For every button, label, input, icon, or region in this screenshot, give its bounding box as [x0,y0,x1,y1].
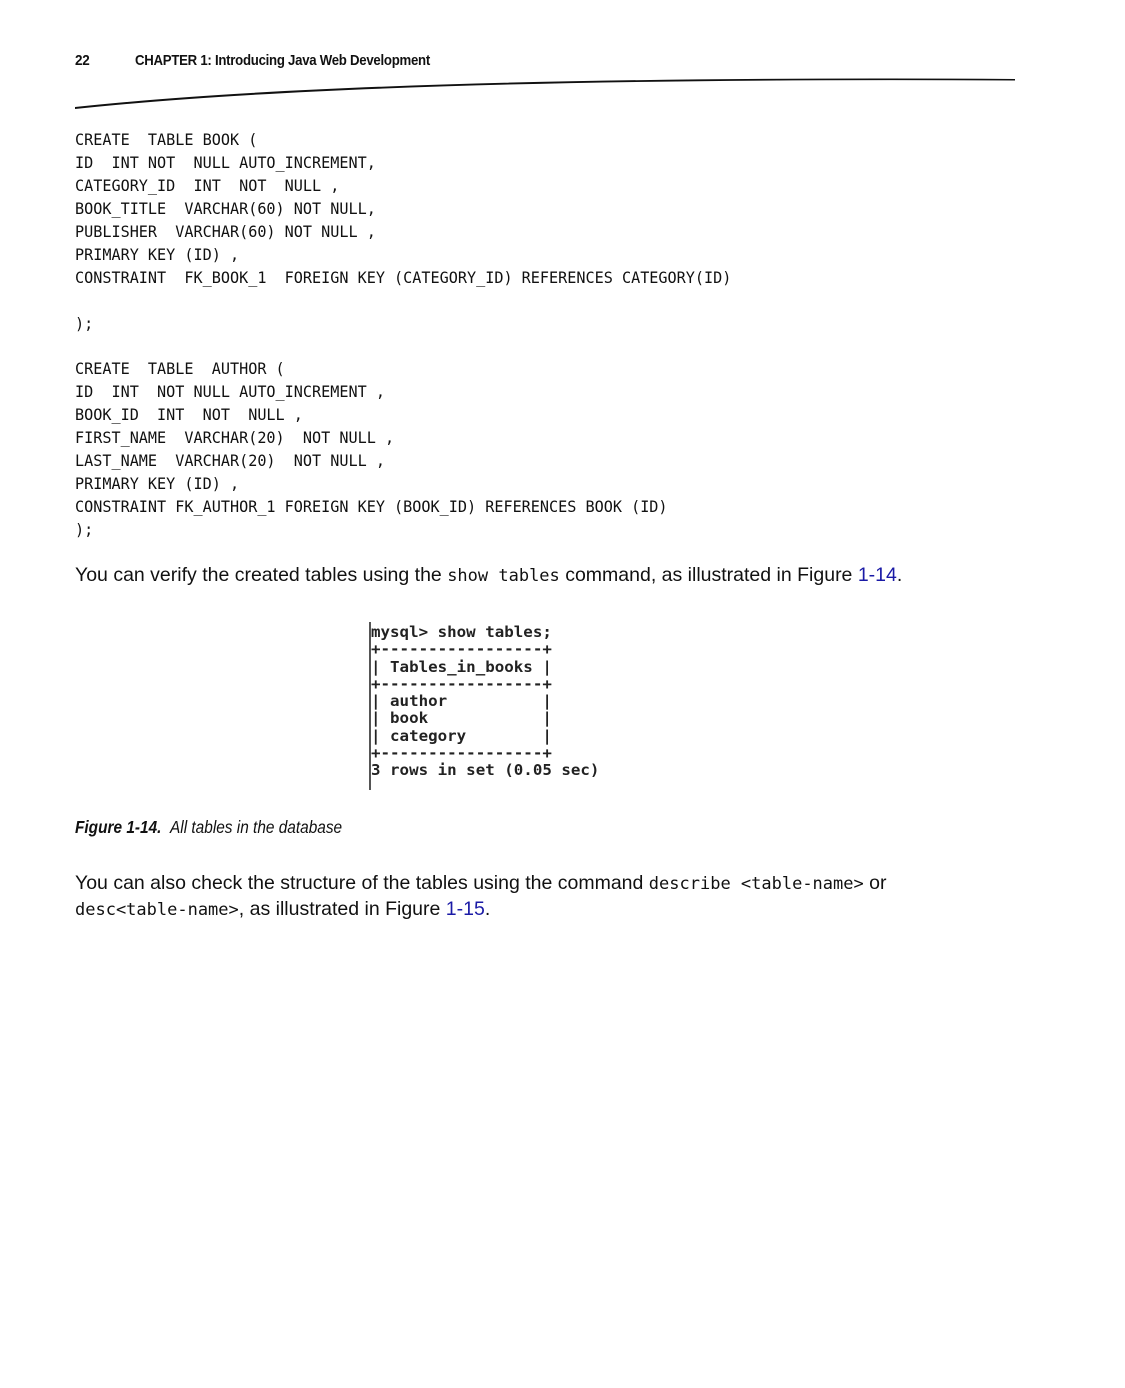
header-rule [75,70,1015,112]
page-number: 22 [75,52,90,69]
terminal-output: mysql> show tables; +-----------------+ | Tables_in_books | +-----------------+ | author | | book | | category | +-----------------+ 3 rows in set (0.05 sec) [371,623,600,780]
paragraph-text: You can verify the created tables using the [75,564,448,586]
paragraph-text: , as illustrated in Figure [238,898,446,920]
inline-code: describe <table-name> [648,874,864,894]
figure-caption [75,817,342,838]
inline-code: desc<table-name> [75,900,239,920]
caption-label: Figure 1-14. [75,817,162,837]
paragraph-text: You can also check the structure of the tables using the command [75,872,649,894]
paragraph-text: command, as illustrated in Figure [559,564,858,586]
figure-link-1-15[interactable]: 1-15 [445,898,485,920]
code-block-create-book: CREATE TABLE BOOK ( ID INT NOT NULL AUTO_INCREMENT, CATEGORY_ID INT NOT NULL , BOOK_TITLE VARCHAR(60) NOT NULL, PUBLISHER VARCHAR(60) NOT NULL , PRIMARY KEY (ID) , CONSTRAINT FK_BOOK_1 FOREIGN KEY (CATEGORY_ID) REFERENCES CATEGORY(ID) ); [75,130,732,333]
figure-terminal-screenshot [369,622,659,792]
paragraph-text: or [863,872,887,894]
inline-code: show tables [447,566,560,586]
paragraph-describe [75,871,1035,923]
caption-text: All tables in the database [170,817,343,837]
figure-link-1-14[interactable]: 1-14 [857,564,897,586]
chapter-title: CHAPTER 1: Introducing Java Web Development [135,52,430,69]
paragraph-show-tables [75,563,1035,589]
paragraph-text: . [896,564,903,586]
paragraph-text: . [484,898,491,920]
code-block-create-author: CREATE TABLE AUTHOR ( ID INT NOT NULL AUTO_INCREMENT , BOOK_ID INT NOT NULL , FIRST_NAME VARCHAR(20) NOT NULL , LAST_NAME VARCHAR(20) NOT NULL , PRIMARY KEY (ID) , CONSTRAINT FK_AUTHOR_1 FOREIGN KEY (BOOK_ID) REFERENCES BOOK (ID) ); [75,359,668,539]
page-header [75,52,1035,72]
